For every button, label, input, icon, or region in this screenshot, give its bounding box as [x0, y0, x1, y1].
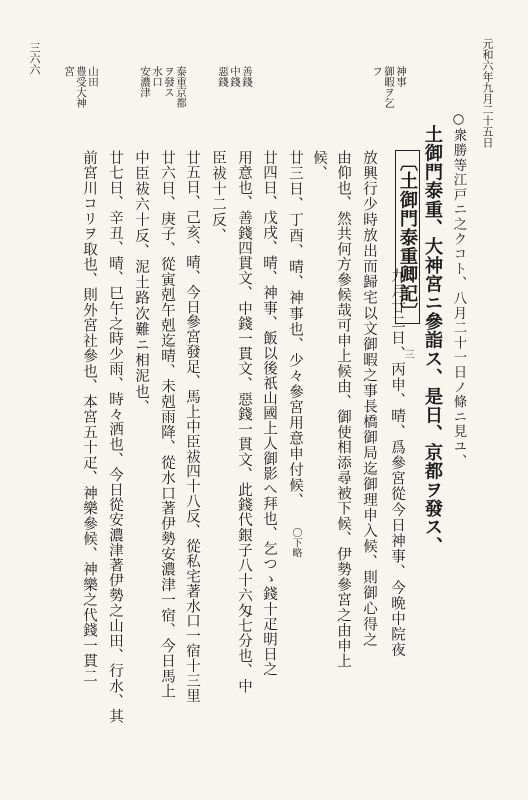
body-line: 九月廿二日、丙申、晴、爲參宮從今日神事、今晩中院夜 — [389, 268, 405, 658]
page-number: 三六六 — [28, 42, 41, 75]
body-line: 前宮川コリヲ取也、則外宮社參也、本宮五十疋、神樂參候、神樂之代錢一貫二 — [81, 150, 97, 684]
body-line: 廿七日、辛丑、晴、巳午之時少雨、時々洒也、今日從安濃津著伊勢之山田、行水、其 — [107, 150, 123, 724]
body-line: ○衆勝等江戸ニ之クコト、八月二十一日ノ條ニ見ユ、 — [451, 112, 466, 469]
source-title: 〔土御門泰重卿記〕 — [395, 150, 420, 324]
body-line: 廿五日、己亥、晴、今日參宮發足、馬上中臣祓四十八反、從私宅著水口一宿十三里 — [184, 150, 200, 704]
source-volume: 三 — [402, 349, 413, 360]
omission-note: 〇下略 — [290, 527, 301, 558]
body-line — [285, 150, 306, 558]
body-text: 廿三日、丁酉、晴、神事也、少々參宮用意申付候、 — [287, 150, 303, 509]
body-line: 用意也、善錢四貫文、中錢一貫文、惡錢一貫文、此錢代銀子八十六匁七分也、中 — [236, 150, 252, 694]
article-heading: 土御門泰重、大神宮ニ參詣ス、是日、京都ヲ發ス、 — [422, 125, 443, 556]
running-header: 元和六年九月二十五日 — [481, 38, 494, 148]
margin-note: 山田 豊受大神 宮 — [63, 66, 99, 108]
body-line: 候、 — [311, 150, 327, 182]
body-line: 中臣祓六十反、泥土路次難ニ相泥也、 — [133, 150, 149, 416]
body-line: 由仰也、然共何方參候哉可申上候由、御使相添尋被下候、伊勢參宮之由申上 — [335, 150, 351, 669]
margin-note: 善錢 中錢 惡錢 — [217, 66, 253, 87]
body-line: 臣祓十二反、 — [210, 150, 226, 244]
body-line: 廿四日、戊戌、晴、神事、飯以後祇山國上人御影へ拜也、乞つゝ錢十疋明日之 — [261, 150, 277, 677]
margin-note: 神事 御暇ヲ乞 フ — [371, 66, 407, 108]
margin-note: 泰重京都 ヲ發ス 水口 安濃津 — [139, 66, 187, 108]
body-line: 放興行少時放出而歸宅以文御暇之事長橋御局迄御理申入候、則御心得之 — [361, 150, 377, 648]
body-line: 廿六日、庚子、從寅剋午剋迄晴、未剋雨降、從水口著伊勢安濃津一宿、今日馬上 — [159, 150, 175, 699]
